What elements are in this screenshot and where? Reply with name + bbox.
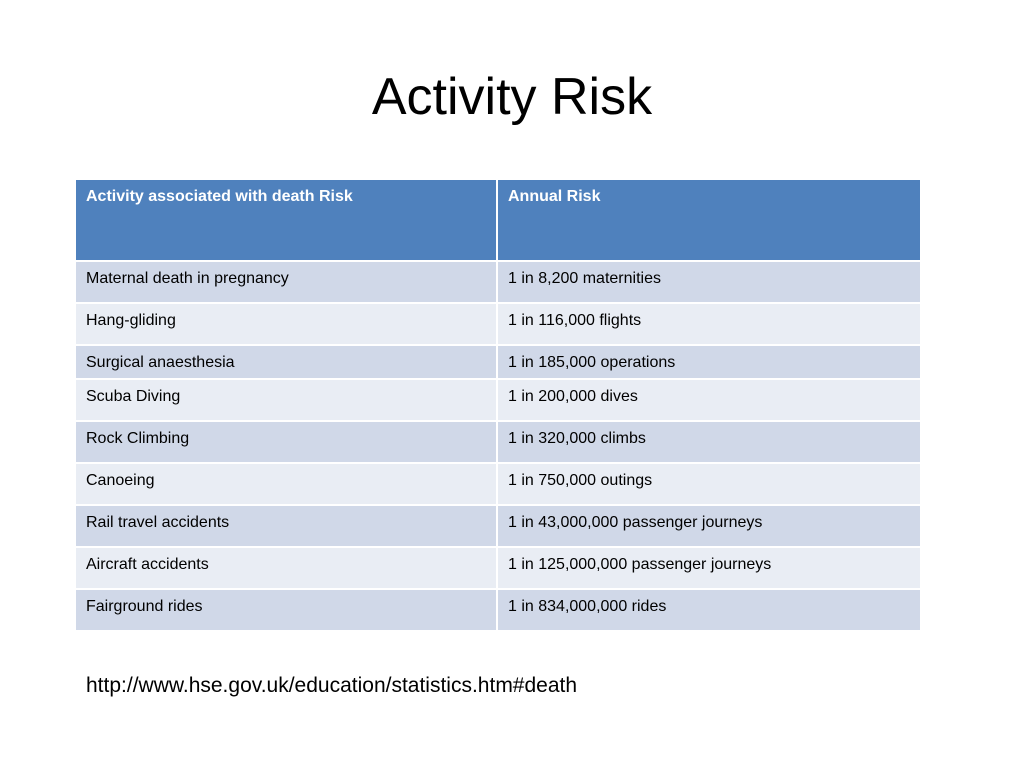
- risk-table: [74, 178, 922, 632]
- annual-risk-cell: 1 in 125,000,000 passenger journeys: [497, 547, 921, 589]
- activity-cell: Canoeing: [75, 463, 497, 505]
- table-row: [75, 505, 921, 547]
- table-row: [75, 547, 921, 589]
- activity-cell: Rail travel accidents: [75, 505, 497, 547]
- table-row: [75, 303, 921, 345]
- activity-cell: Maternal death in pregnancy: [75, 261, 497, 303]
- table-row: [75, 421, 921, 463]
- annual-risk-cell: 1 in 43,000,000 passenger journeys: [497, 505, 921, 547]
- annual-risk-cell: 1 in 750,000 outings: [497, 463, 921, 505]
- table-row: [75, 463, 921, 505]
- annual-risk-cell: 1 in 834,000,000 rides: [497, 589, 921, 631]
- annual-risk-cell: 1 in 200,000 dives: [497, 379, 921, 421]
- annual-risk-cell: 1 in 320,000 climbs: [497, 421, 921, 463]
- column-header-activity: Activity associated with death Risk: [75, 179, 497, 261]
- slide-title: Activity Risk: [371, 68, 653, 126]
- activity-cell: Surgical anaesthesia: [75, 345, 497, 379]
- table-header-row: [75, 179, 921, 261]
- annual-risk-cell: 1 in 8,200 maternities: [497, 261, 921, 303]
- table-row: [75, 261, 921, 303]
- activity-cell: Rock Climbing: [75, 421, 497, 463]
- column-header-annual-risk: Annual Risk: [497, 179, 921, 261]
- table-row: [75, 345, 921, 379]
- annual-risk-cell: 1 in 116,000 flights: [497, 303, 921, 345]
- activity-cell: Fairground rides: [75, 589, 497, 631]
- table-row: [75, 589, 921, 631]
- annual-risk-cell: 1 in 185,000 operations: [497, 345, 921, 379]
- source-link[interactable]: http://www.hse.gov.uk/education/statistics.htm#death: [86, 674, 578, 697]
- activity-cell: Hang-gliding: [75, 303, 497, 345]
- table-row: [75, 379, 921, 421]
- activity-cell: Aircraft accidents: [75, 547, 497, 589]
- activity-cell: Scuba Diving: [75, 379, 497, 421]
